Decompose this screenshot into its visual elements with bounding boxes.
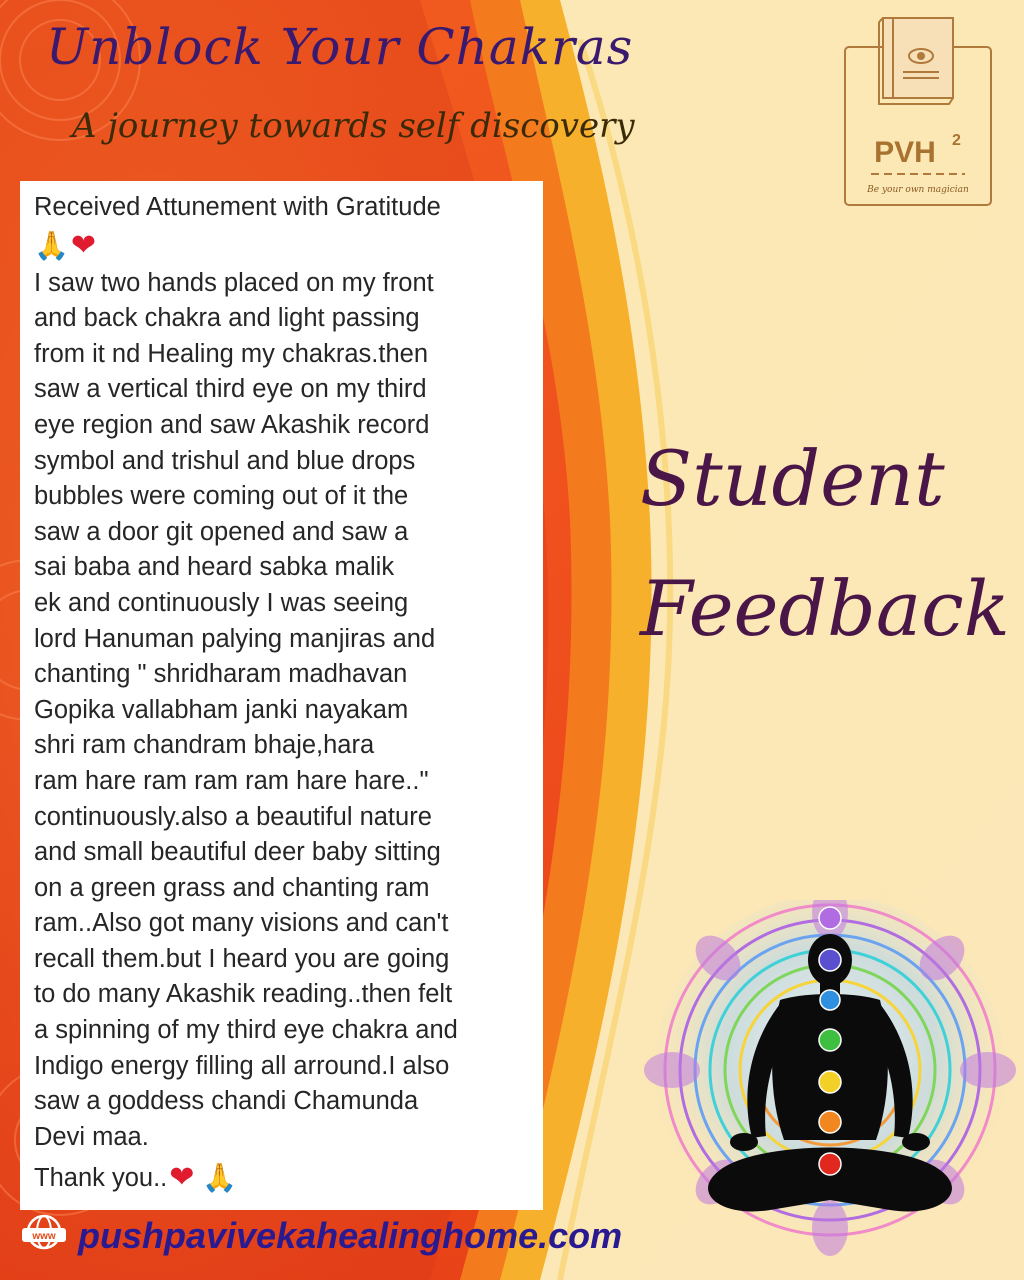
logo-text: PVH [874,136,936,169]
footer [20,1214,622,1258]
feedback-line: ek and continuously I was seeing [34,588,409,617]
logo-tagline: Be your own magician [867,185,969,195]
thanks-text: Thank you.. [34,1163,168,1192]
feedback-line: on a green grass and chanting ram [34,873,430,902]
feedback-line: eye region and saw Akashik record [34,410,430,439]
feedback-line: I saw two hands placed on my front [34,268,434,297]
heart-icon: ❤ [169,1161,195,1195]
feedback-line: from it nd Healing my chakras.then [34,339,429,368]
heart-icon: ❤ [70,228,97,262]
globe-www-icon [20,1214,68,1258]
logo-superscript: 2 [952,132,961,149]
feedback-thanks [34,1163,533,1193]
feedback-line: Received Attunement with Gratitude [34,193,441,221]
feedback-line: ram..Also got many visions and can't [34,909,449,938]
feedback-line: Indigo energy filling all arround.I also [34,1051,450,1080]
praying-hands-icon: 🙏 [202,1162,238,1194]
feedback-line: saw a goddess chandi Chamunda [34,1087,419,1116]
feedback-line: Gopika vallabham janki nayakam [34,695,409,724]
feedback-card [20,181,543,1210]
page-title: Unblock Your Chakras [46,18,634,76]
pvh-logo [843,12,993,207]
feedback-line: lord Hanuman palying manjiras and [34,624,436,653]
feedback-line: a spinning of my third eye chakra and [34,1016,458,1045]
chakra-meditation-illustration [640,900,1020,1280]
feedback-line: sai baba and heard sabka malik [34,553,395,582]
page-subtitle: A journey towards self discovery [72,106,635,146]
praying-hands-icon: 🙏 [34,229,69,261]
feedback-line: to do many Akashik reading..then felt [34,980,453,1009]
feedback-line: saw a door git opened and saw a [34,517,409,546]
feedback-line: symbol and trishul and blue drops [34,446,416,475]
website-link[interactable]: pushpavivekahealinghome.com [78,1215,623,1256]
feedback-line: chanting " shridharam madhavan [34,660,408,689]
feedback-emojis [34,226,533,266]
svg-text:www: www [32,1231,56,1242]
side-heading-student: Student [640,434,945,523]
feedback-line: bubbles were coming out of it the [34,482,409,511]
feedback-line: and small beautiful deer baby sitting [34,838,441,867]
feedback-line: recall them.but I heard you are going [34,944,450,973]
feedback-line: and back chakra and light passing [34,304,420,333]
feedback-line: Devi maa. [34,1122,149,1151]
feedback-line: shri ram chandram bhaje,hara [34,731,375,760]
feedback-line: saw a vertical third eye on my third [34,375,427,404]
feedback-line: continuously.also a beautiful nature [34,802,432,831]
side-heading-feedback: Feedback [640,564,1010,653]
feedback-line: ram hare ram ram ram hare hare.." [34,766,429,795]
